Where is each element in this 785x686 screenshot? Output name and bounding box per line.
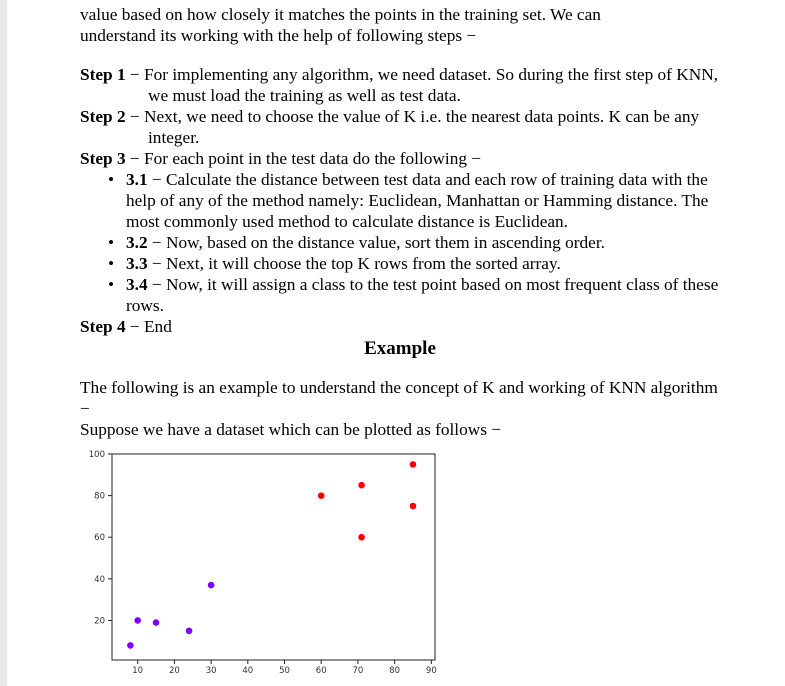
substep-list [80,169,720,316]
data-points [127,461,416,649]
bullet-icon: • [108,170,115,189]
substep-label: 3.4 [126,275,148,294]
intro-line-1: value based on how closely it matches the points in the training set. We can [80,5,601,24]
step-2-text: − Next, we need to choose the value of K i.e. the nearest data points. K can be any integer. [125,107,700,147]
step-4 [80,316,720,337]
substep-text: − Calculate the distance between test data and each row of training data with the help of any of the method namely: Euclidean, Manhattan or Hamming distance. The most commonly used method to calculate distance is Euclidean. [126,170,709,231]
suppose-paragraph: Suppose we have a dataset which can be plotted as follows − [80,420,502,439]
step-1-text: − For implementing any algorithm, we need dataset. So during the first step of KNN, we must load the training as well as test data. [125,65,719,105]
substep-3-2 [80,232,720,253]
substep-label: 3.1 [126,170,148,189]
substep-3-1 [80,169,720,232]
y-axis [89,450,112,626]
scatter-chart [82,444,442,686]
step-4-label: Step 4 [80,317,126,336]
data-point-class-red [318,492,325,499]
step-2-label: Step 2 [80,107,126,126]
step-3-label: Step 3 [80,149,126,168]
data-point-class-red [358,534,365,541]
step-4-text: − End [125,317,172,336]
data-point-class-red [410,503,417,510]
y-tick-label: 80 [94,491,105,502]
x-axis [132,660,436,676]
data-point-class-purple [153,619,160,626]
data-point-class-purple [186,628,193,635]
step-3 [80,148,720,169]
data-point-class-purple [134,617,141,624]
step-1 [80,64,720,106]
x-tick-label: 10 [132,666,144,676]
intro-line-2: understand its working with the help of following steps − [80,26,477,45]
step-1-label: Step 1 [80,65,126,84]
x-tick-label: 30 [205,666,217,676]
substep-label: 3.3 [126,254,148,273]
x-tick-label: 20 [168,666,180,676]
plot-frame [112,454,435,660]
data-point-class-red [410,461,417,468]
y-tick-label: 100 [88,450,105,460]
step-2 [80,106,720,148]
x-tick-label: 60 [315,666,327,676]
document-body [80,4,720,440]
x-tick-label: 40 [242,666,254,676]
substep-label: 3.2 [126,233,148,252]
x-tick-label: 50 [279,666,290,676]
example-paragraph: The following is an example to understand the concept of K and working of KNN algorithm − [80,378,718,418]
data-point-class-purple [208,582,215,589]
y-tick-label: 40 [94,574,105,585]
bullet-icon: • [108,275,115,294]
x-tick-label: 70 [352,666,364,676]
page-left-margin-bar [0,0,7,686]
data-point-class-red [358,482,365,489]
bullet-icon: • [108,233,115,252]
bullet-icon: • [108,254,115,273]
x-tick-label: 80 [389,666,401,676]
data-point-class-purple [127,642,134,649]
substep-3-3 [80,253,720,274]
substep-text: − Now, based on the distance value, sort them in ascending order. [147,233,605,252]
y-tick-label: 20 [94,616,105,627]
x-tick-label: 90 [425,666,437,676]
substep-text: − Now, it will assign a class to the test point based on most frequent class of these rows. [126,275,719,315]
y-tick-label: 60 [94,533,105,544]
substep-text: − Next, it will choose the top K rows from the sorted array. [147,254,561,273]
step-3-text: − For each point in the test data do the following − [125,149,482,168]
example-heading: Example [364,338,436,359]
substep-3-4 [80,274,720,316]
